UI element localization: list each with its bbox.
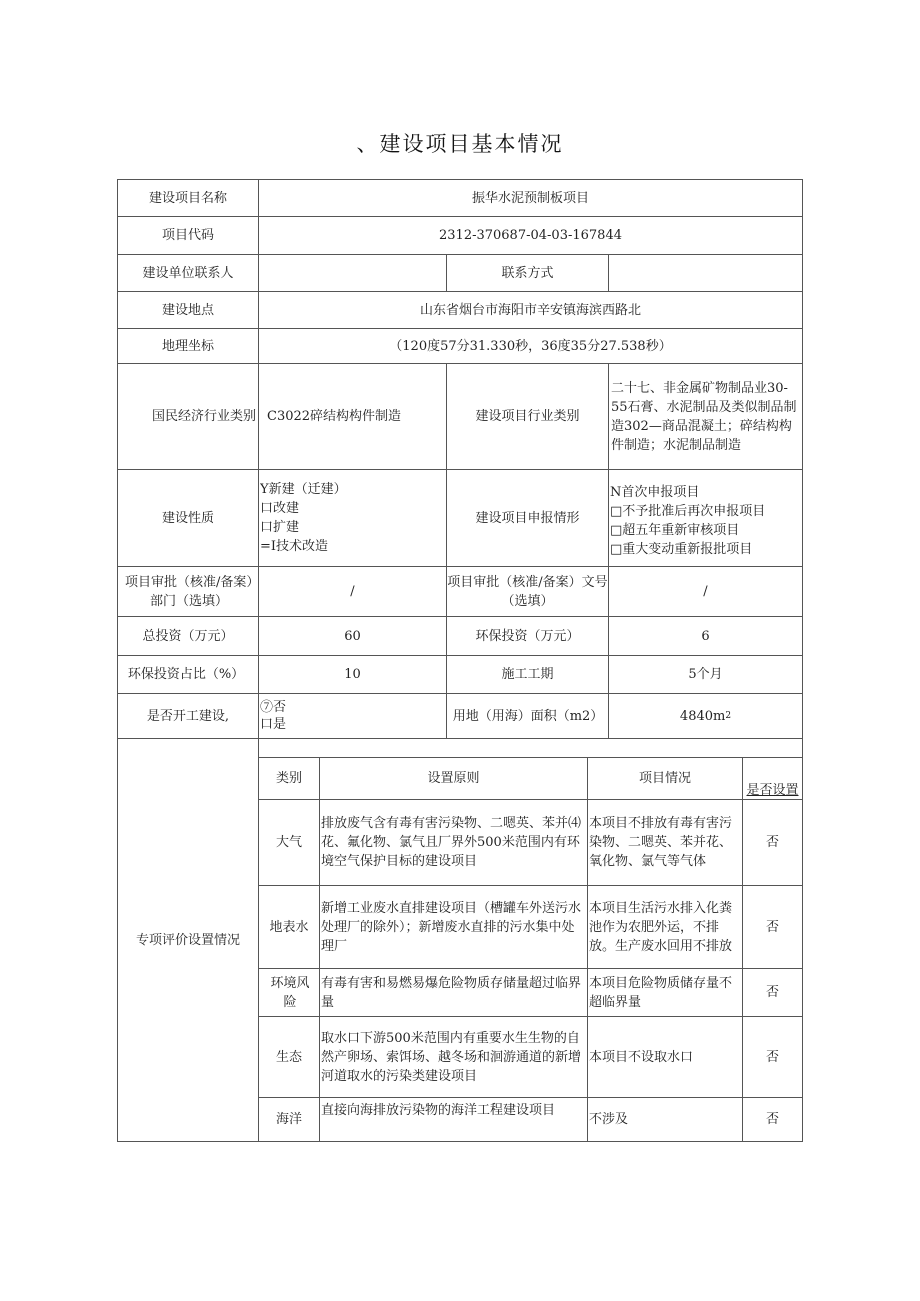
- land-area-unit-sup: 2: [725, 710, 732, 721]
- special-situation: 不涉及: [589, 1112, 629, 1127]
- land-area-label: 用地（用海）面积（m2）: [452, 708, 604, 724]
- declaration-option: □重大变动重新报批项目: [610, 542, 753, 557]
- table-border-bottom: [117, 1141, 803, 1142]
- special-label: 专项评价设置情况: [135, 932, 240, 948]
- approval-dept-value: /: [350, 584, 355, 599]
- coords-label: 地理坐标: [161, 338, 214, 354]
- special-principle: 直接向海排放污染物的海洋工程建设项目: [321, 1102, 556, 1118]
- special-principle: 新增工业废水直排建设项目（槽罐车外送污水处理厂的除外）；新增废水直排的污水集中处理厂: [321, 900, 582, 954]
- special-principle: 排放废气含有毒有害污染物、二嗯英、苯并⑷花、氟化物、氯气且厂界外500米范围内有环境空气保护目标的建设项目: [321, 816, 582, 869]
- construction-period-label: 施工工期: [501, 667, 554, 682]
- industry-label: 国民经济行业类别: [152, 409, 256, 424]
- special-setting: 否: [765, 985, 779, 1000]
- coords-value: （120度57分31.330秒，36度35分27.538秒）: [389, 338, 672, 354]
- project-code-label: 项目代码: [161, 228, 214, 243]
- approval-dept-label: 项目审批（核准/备案）部门（选填）: [125, 574, 253, 609]
- special-category: 地表水: [269, 919, 309, 935]
- nature-option: =I技术改造: [260, 539, 329, 554]
- approval-doc-label: 项目审批（核准/备案）文号（选填）: [447, 574, 608, 609]
- contact-label: 建设单位联系人: [142, 265, 234, 281]
- special-header-setting: 是否设置: [746, 782, 799, 798]
- project-code-value: 2312-370687-04-03-167844: [439, 228, 622, 243]
- approval-doc-value: /: [703, 584, 708, 599]
- special-situation: 本项目不设取水口: [589, 1049, 694, 1065]
- location-value: 山东省烟台市海阳市辛安镇海滨西路北: [419, 302, 641, 318]
- contact-method-value: [609, 255, 802, 291]
- land-area-number: 4840m: [679, 708, 726, 724]
- special-header-principle: 设置原则: [427, 771, 480, 786]
- special-category: 海洋: [275, 1112, 302, 1127]
- special-setting: 否: [765, 1112, 779, 1127]
- construction-period-value: 5个月: [688, 667, 723, 682]
- started-option: 口是: [260, 717, 287, 732]
- special-setting: 否: [765, 835, 779, 850]
- project-industry-value: 二十七、非金属矿物制品业30-55石膏、水泥制品及类似制品制造302—商品混凝土；碎结构构件制造；水泥制品制造: [611, 380, 797, 453]
- nature-label: 建设性质: [161, 510, 214, 526]
- started-option: ⑦否: [260, 700, 287, 715]
- started-options: [260, 694, 445, 738]
- col-line: [587, 757, 588, 1142]
- table-border-right: [802, 179, 803, 1142]
- nature-option: Y新建（迁建）: [260, 482, 347, 497]
- special-header-category: 类别: [275, 771, 302, 786]
- special-setting: 否: [765, 919, 779, 935]
- declaration-option: □超五年重新审核项目: [610, 523, 740, 538]
- ratio-label: 环保投资占比（%）: [127, 667, 245, 682]
- project-name-value: 振华水泥预制板项目: [471, 190, 589, 206]
- contact-value: [259, 255, 446, 291]
- declaration-options: [610, 470, 802, 566]
- contact-method-label: 联系方式: [501, 265, 554, 281]
- nature-options: [260, 470, 445, 566]
- land-area-value: [609, 694, 802, 738]
- industry-value: C3022碎结构构件制造: [267, 409, 402, 424]
- special-category: 生态: [275, 1049, 302, 1065]
- special-category: 大气: [275, 835, 302, 850]
- special-principle: 取水口下游500米范围内有重要水生生物的自然产卵场、索饵场、越冬场和洄游通道的新增河道取水的污染类建设项目: [321, 1030, 582, 1084]
- nature-option: 口扩建: [260, 520, 300, 535]
- declaration-option: N首次申报项目: [610, 485, 700, 500]
- location-label: 建设地点: [161, 302, 214, 318]
- special-principle: 有毒有害和易燃易爆危险物质存储量超过临界量: [321, 975, 582, 1010]
- investment-label: 总投资（万元）: [142, 628, 234, 644]
- special-header-situation: 项目情况: [638, 771, 691, 786]
- project-name-label: 建设项目名称: [148, 190, 227, 206]
- env-investment-value: 6: [701, 628, 710, 644]
- env-investment-label: 环保投资（万元）: [475, 628, 580, 644]
- declaration-label: 建设项目申报情形: [475, 510, 580, 526]
- page-title: 、建设项目基本情况: [356, 132, 564, 156]
- special-category: 环境风险: [270, 975, 310, 1010]
- nature-option: 口改建: [260, 501, 300, 516]
- investment-value: 60: [344, 628, 361, 644]
- project-industry-label: 建设项目行业类别: [475, 409, 580, 424]
- started-label: 是否开工建设,: [146, 708, 230, 724]
- special-situation: 本项目生活污水排入化粪池作为农肥外运，不排放。生产废水回用不排放: [589, 900, 733, 954]
- special-situation: 本项目不排放有毒有害污染物、二嗯英、苯并花、氧化物、氯气等气体: [589, 816, 733, 869]
- col-line: [319, 757, 320, 1142]
- special-setting: 否: [765, 1049, 779, 1065]
- special-situation: 本项目危险物质储存量不超临界量: [589, 975, 733, 1010]
- declaration-option: □不予批准后再次申报项目: [610, 504, 766, 519]
- ratio-value: 10: [344, 667, 361, 682]
